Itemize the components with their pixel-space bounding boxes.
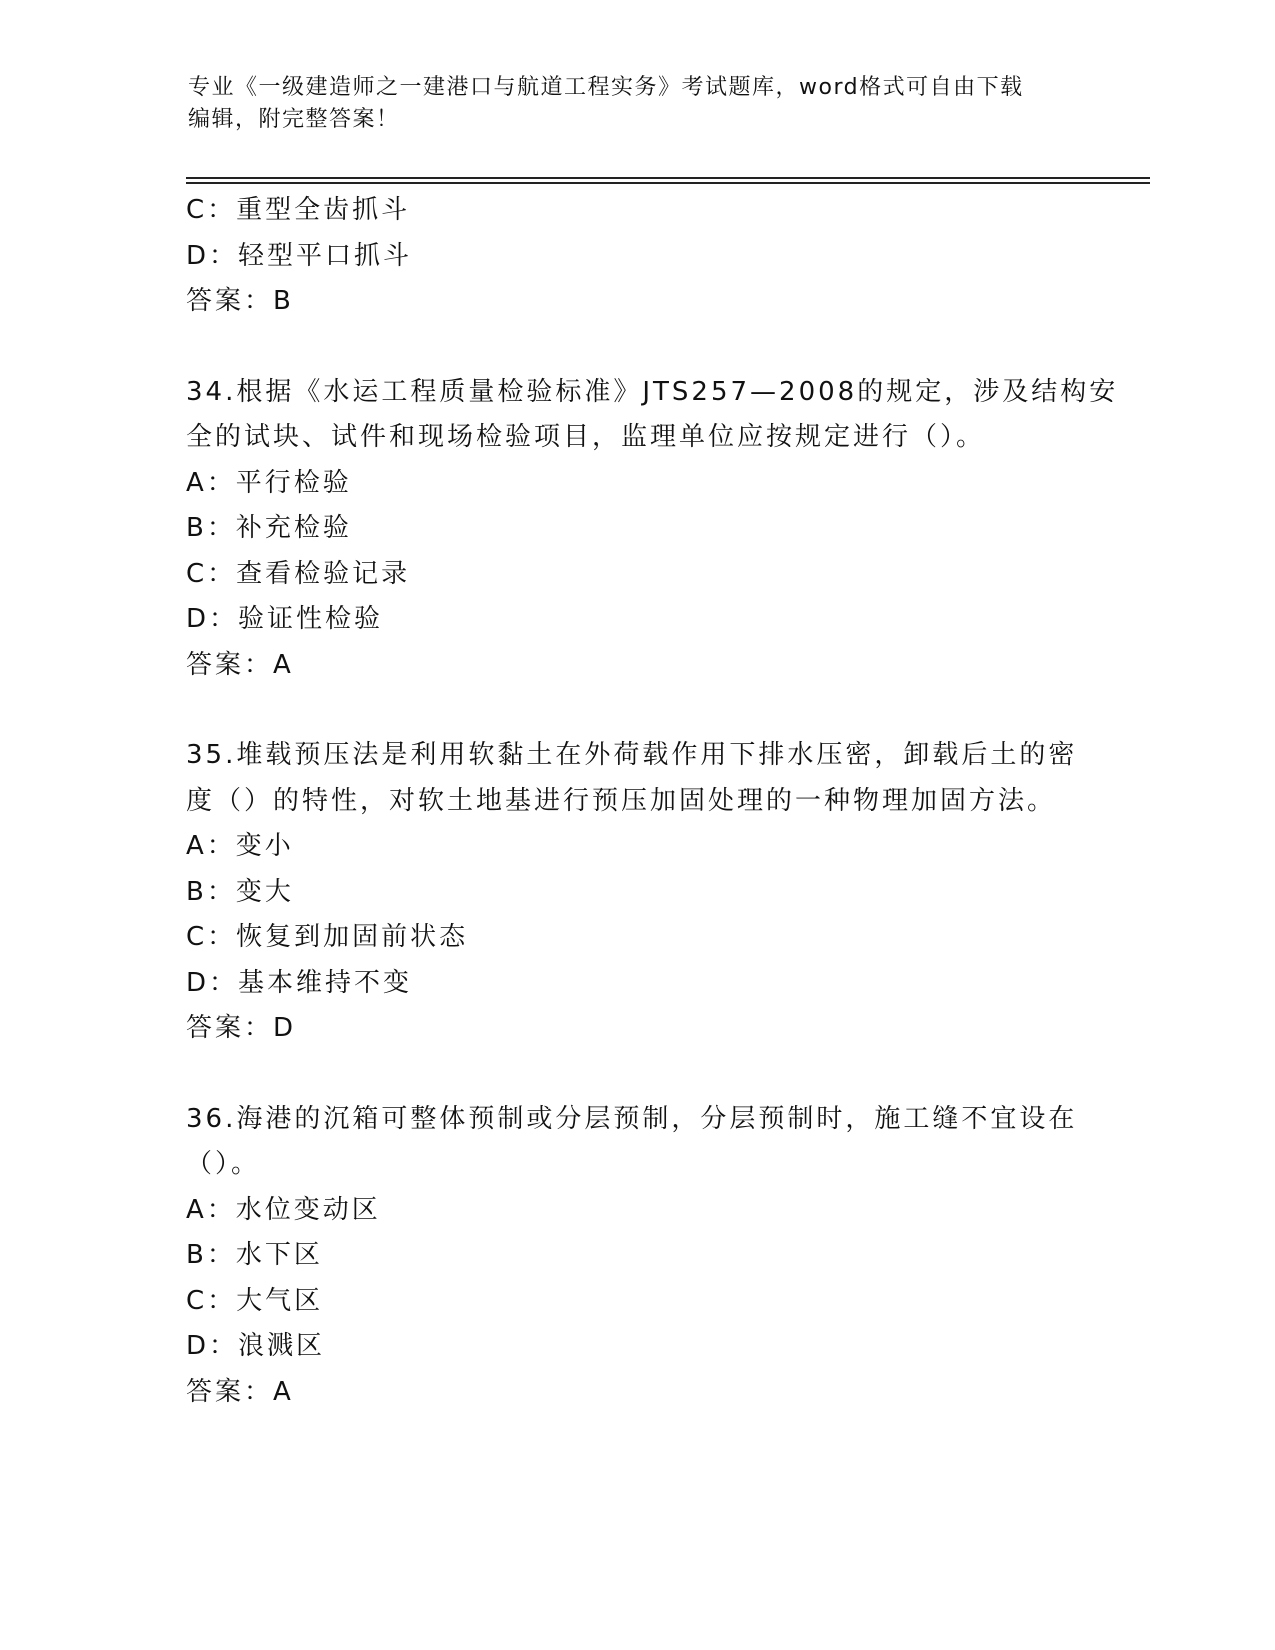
header-divider-top: [186, 177, 1150, 179]
question-text: [186, 1097, 1086, 1188]
question-text-line: 36.海港的沉箱可整体预制或分层预制，分层预制时，施工缝不宜设在: [186, 1103, 1078, 1134]
option-b: B：水下区: [186, 1240, 323, 1270]
question-text-line: 度（）的特性，对软土地基进行预压加固处理的一种物理加固方法。: [186, 785, 1057, 816]
option-b: B：变大: [186, 876, 294, 907]
question-36: [186, 1097, 1086, 1416]
header-divider-bottom: [186, 182, 1150, 184]
question-33-continuation: [186, 188, 1086, 325]
header-line-1: 专业《一级建造师之一建港口与航道工程实务》考试题库，word格式可自由下载: [188, 75, 1024, 100]
option-a: A：变小: [186, 831, 294, 861]
option-c: C：恢复到加固前状态: [186, 922, 469, 952]
document-header: [188, 72, 1088, 136]
option-a: A：平行检验: [186, 467, 352, 498]
option-d: D：轻型平口抓斗: [186, 240, 413, 271]
answer: 答案：B: [186, 286, 294, 316]
option-c: C：大气区: [186, 1285, 324, 1316]
question-text-line: 34.根据《水运工程质量检验标准》JTS257—2008的规定，涉及结构安: [186, 376, 1119, 407]
answer: 答案：A: [186, 649, 294, 680]
question-list: [186, 188, 1119, 1415]
question-34: [186, 370, 1119, 689]
option-d: D：浪溅区: [186, 1331, 326, 1361]
option-d: D：验证性检验: [186, 604, 384, 634]
option-a: A：水位变动区: [186, 1194, 381, 1225]
answer: 答案：A: [186, 1376, 294, 1407]
option-c: C：查看检验记录: [186, 558, 411, 589]
question-35: [186, 733, 1086, 1052]
question-text-line: （）。: [186, 1149, 261, 1179]
option-b: B：补充检验: [186, 513, 352, 543]
question-text: [186, 370, 1119, 461]
question-text-line: 35.堆载预压法是利用软黏土在外荷载作用下排水压密，卸载后土的密: [186, 740, 1078, 770]
option-d: D：基本维持不变: [186, 967, 413, 998]
question-text-line: 全的试块、试件和现场检验项目，监理单位应按规定进行（）。: [186, 422, 986, 452]
header-line-2: 编辑，附完整答案！: [188, 107, 400, 132]
question-text: [186, 733, 1086, 824]
answer: 答案：D: [186, 1013, 297, 1043]
option-c: C：重型全齿抓斗: [186, 195, 411, 225]
